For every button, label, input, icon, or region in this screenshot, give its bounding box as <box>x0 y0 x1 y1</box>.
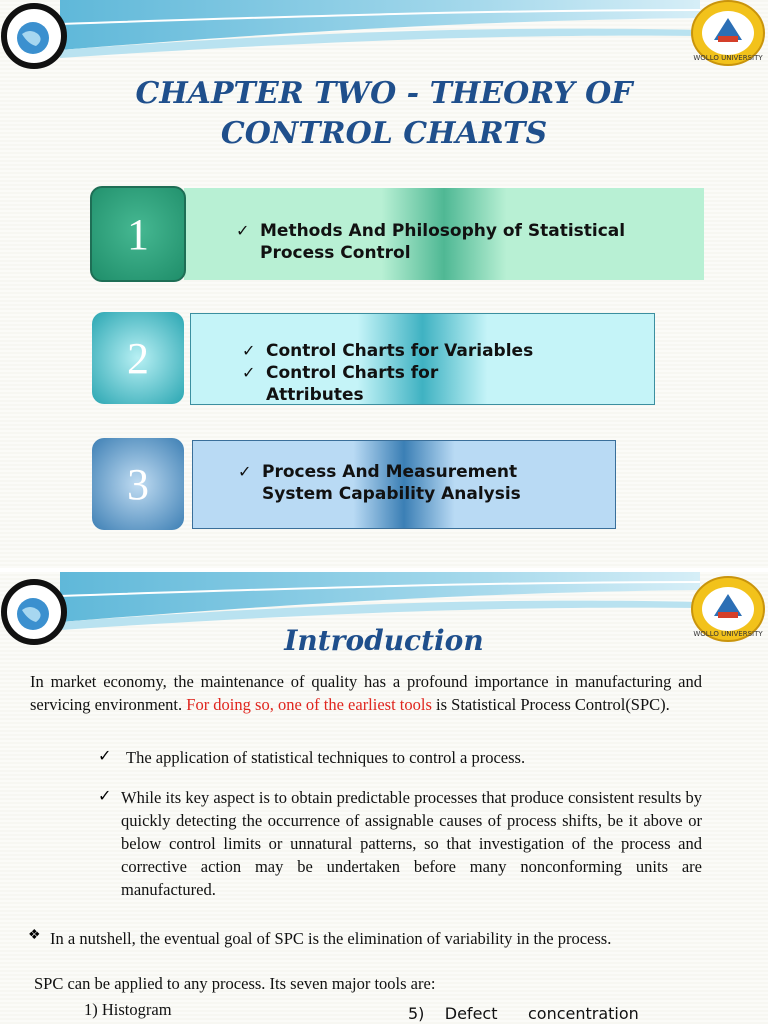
title-line-1: CHAPTER TWO - THEORY OF <box>135 76 633 111</box>
item-3-text <box>238 461 608 505</box>
item-3-number-box <box>92 438 184 530</box>
item-1-number: 1 <box>127 209 149 259</box>
item-2-number: 2 <box>127 333 149 383</box>
item-1-bullet: ✓ Methods And Philosophy of Statistical Process Control <box>236 221 626 263</box>
logo-text: WOLLO UNIVERSITY <box>693 54 763 62</box>
check-icon: ✓ <box>236 221 250 240</box>
header-swoosh <box>0 0 768 70</box>
bullet-1-text: The application of statistical techniques to control a process. <box>126 748 526 767</box>
item-2-text <box>242 340 642 406</box>
item-2-bullet-1: ✓ Control Charts for Variables <box>242 341 534 361</box>
nutshell-text: In a nutshell, the eventual goal of SPC is the elimination of variability in the process. <box>50 929 612 948</box>
highlight-text: For doing so, one of the earliest tools <box>186 695 432 714</box>
slide-title <box>0 74 768 154</box>
check-icon: ✓ <box>242 341 256 360</box>
tools-intro: SPC can be applied to any process. Its seven major tools are: <box>34 974 436 993</box>
intro-paragraph: In market economy, the maintenance of quality has a profound importance in manufacturing and servicing environment. For doing so, one of the earliest tools is Statistical Process Control(SPC). <box>30 672 702 714</box>
slide-2 <box>0 572 768 1024</box>
tool-1: 1) Histogram <box>84 1000 172 1019</box>
item-3-bullet: ✓ Process And Measurement System Capability Analysis <box>238 462 521 504</box>
item-3-number: 3 <box>127 459 149 509</box>
check-icon: ✓ <box>98 786 112 805</box>
wollo-university-logo <box>690 0 766 66</box>
check-icon: ✓ <box>238 462 252 481</box>
item-2-number-box <box>92 312 184 404</box>
item-1-text <box>236 220 686 264</box>
tool-5: 5) Defect concentration <box>408 1004 639 1023</box>
check-icon: ✓ <box>242 363 256 382</box>
diamond-bullet-icon: ❖ <box>28 927 41 943</box>
globe-logo-icon <box>0 0 70 70</box>
title-line-2: CONTROL CHARTS <box>220 116 548 151</box>
logo-text: WOLLO UNIVERSITY <box>693 630 763 638</box>
check-icon: ✓ <box>98 746 112 765</box>
item-1-number-box <box>90 186 186 282</box>
intro-heading: Introduction <box>284 624 484 657</box>
bullet-2-text: While its key aspect is to obtain predictable processes that produce consistent results by quickly detecting the occurrence of assignable causes of process shifts, be it above or below control limits or unnatural patterns, so that investigation of the process and corrective action may be undertaken before many nonconforming units are manufactured. <box>121 788 702 899</box>
item-2-bullet-2: ✓ Control Charts for Attributes <box>242 363 439 405</box>
